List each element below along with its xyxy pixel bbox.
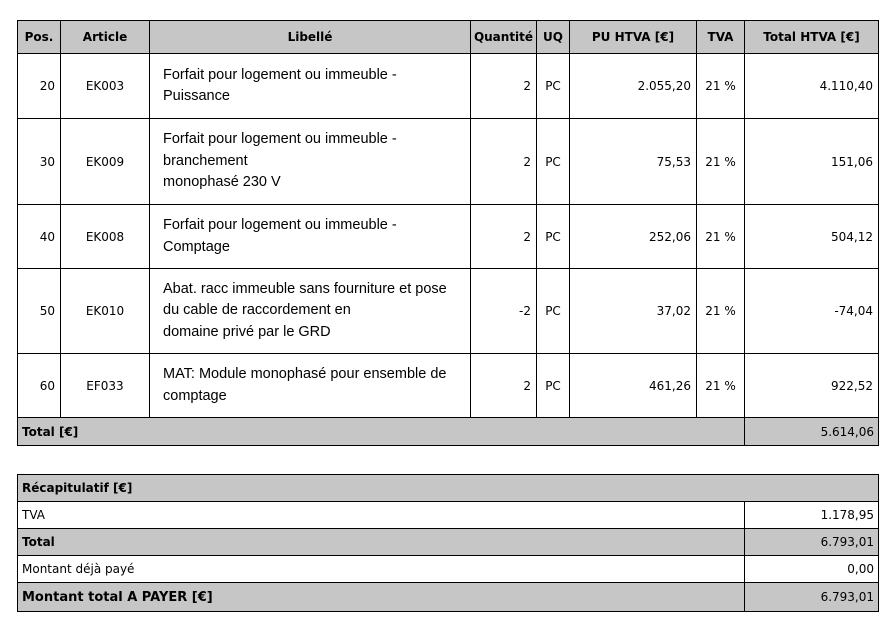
libelle-line: Comptage	[163, 238, 230, 255]
recap-title-row	[18, 475, 879, 502]
cell-libelle	[150, 205, 471, 269]
cell-quantite: -2	[471, 269, 537, 354]
recap-to-pay-label: Montant total A PAYER [€]	[18, 583, 745, 612]
col-header-tva: TVA	[697, 21, 745, 54]
cell-quantite: 2	[471, 205, 537, 269]
cell-tva: 21 %	[697, 205, 745, 269]
recap-total-label: Total	[18, 529, 745, 556]
libelle-line: Forfait pour logement ou immeuble -	[163, 66, 397, 83]
libelle-line: Abat. racc immeuble sans fourniture et pose	[163, 280, 447, 297]
cell-pos: 50	[18, 269, 61, 354]
cell-article: EK009	[61, 119, 150, 205]
cell-quantite: 2	[471, 54, 537, 119]
cell-pos: 40	[18, 205, 61, 269]
cell-quantite: 2	[471, 354, 537, 418]
cell-total: 151,06	[745, 119, 879, 205]
recap-tva-row	[18, 502, 879, 529]
recap-tva-label: TVA	[18, 502, 745, 529]
table-row	[18, 354, 879, 418]
libelle-line: branchement	[163, 152, 248, 169]
cell-pos: 20	[18, 54, 61, 119]
cell-pu: 37,02	[570, 269, 697, 354]
table-row	[18, 269, 879, 354]
table-row	[18, 119, 879, 205]
recap-to-pay-row	[18, 583, 879, 612]
col-header-article: Article	[61, 21, 150, 54]
cell-total: -74,04	[745, 269, 879, 354]
cell-uq: PC	[537, 54, 570, 119]
recap-paid-value: 0,00	[745, 556, 879, 583]
libelle-line: monophasé 230 V	[163, 174, 281, 191]
cell-total: 504,12	[745, 205, 879, 269]
libelle-line: Forfait pour logement ou immeuble -	[163, 217, 397, 233]
header-row	[18, 21, 879, 54]
table-row	[18, 54, 879, 119]
cell-tva: 21 %	[697, 269, 745, 354]
col-header-quantite: Quantité	[471, 21, 537, 54]
total-value: 5.614,06	[745, 418, 879, 446]
cell-uq: PC	[537, 119, 570, 205]
col-header-libelle: Libellé	[150, 21, 471, 54]
table-row	[18, 205, 879, 269]
col-header-total: Total HTVA [€]	[745, 21, 879, 54]
recap-tva-value: 1.178,95	[745, 502, 879, 529]
libelle-line: MAT: Module monophasé pour ensemble de	[163, 366, 447, 382]
cell-pos: 30	[18, 119, 61, 205]
recap-total-row	[18, 529, 879, 556]
libelle-line: du cable de raccordement en	[163, 302, 351, 319]
recap-to-pay-value: 6.793,01	[745, 583, 879, 612]
recap-paid-row	[18, 556, 879, 583]
recap-paid-label: Montant déjà payé	[18, 556, 745, 583]
cell-article: EK003	[61, 54, 150, 119]
recap-total-value: 6.793,01	[745, 529, 879, 556]
col-header-pu: PU HTVA [€]	[570, 21, 697, 54]
cell-pos: 60	[18, 354, 61, 418]
total-label: Total [€]	[18, 418, 745, 446]
cell-uq: PC	[537, 269, 570, 354]
cell-libelle	[150, 54, 471, 119]
cell-uq: PC	[537, 205, 570, 269]
libelle-line: comptage	[163, 387, 227, 404]
cell-total: 922,52	[745, 354, 879, 418]
cell-quantite: 2	[471, 119, 537, 205]
cell-libelle	[150, 269, 471, 354]
cell-article: EK010	[61, 269, 150, 354]
cell-total: 4.110,40	[745, 54, 879, 119]
cell-pu: 2.055,20	[570, 54, 697, 119]
recap-table	[17, 474, 879, 612]
col-header-pos: Pos.	[18, 21, 61, 54]
cell-tva: 21 %	[697, 54, 745, 119]
cell-libelle	[150, 354, 471, 418]
cell-libelle	[150, 119, 471, 205]
libelle-line: Puissance	[163, 88, 230, 104]
total-row	[18, 418, 879, 446]
col-header-uq: UQ	[537, 21, 570, 54]
recap-title: Récapitulatif [€]	[18, 475, 879, 502]
cell-pu: 75,53	[570, 119, 697, 205]
cell-pu: 461,26	[570, 354, 697, 418]
libelle-line: domaine privé par le GRD	[163, 323, 331, 340]
cell-article: EK008	[61, 205, 150, 269]
invoice-lines-table	[17, 20, 879, 446]
cell-tva: 21 %	[697, 119, 745, 205]
cell-article: EF033	[61, 354, 150, 418]
cell-tva: 21 %	[697, 354, 745, 418]
cell-pu: 252,06	[570, 205, 697, 269]
cell-uq: PC	[537, 354, 570, 418]
libelle-line: Forfait pour logement ou immeuble -	[163, 131, 397, 148]
